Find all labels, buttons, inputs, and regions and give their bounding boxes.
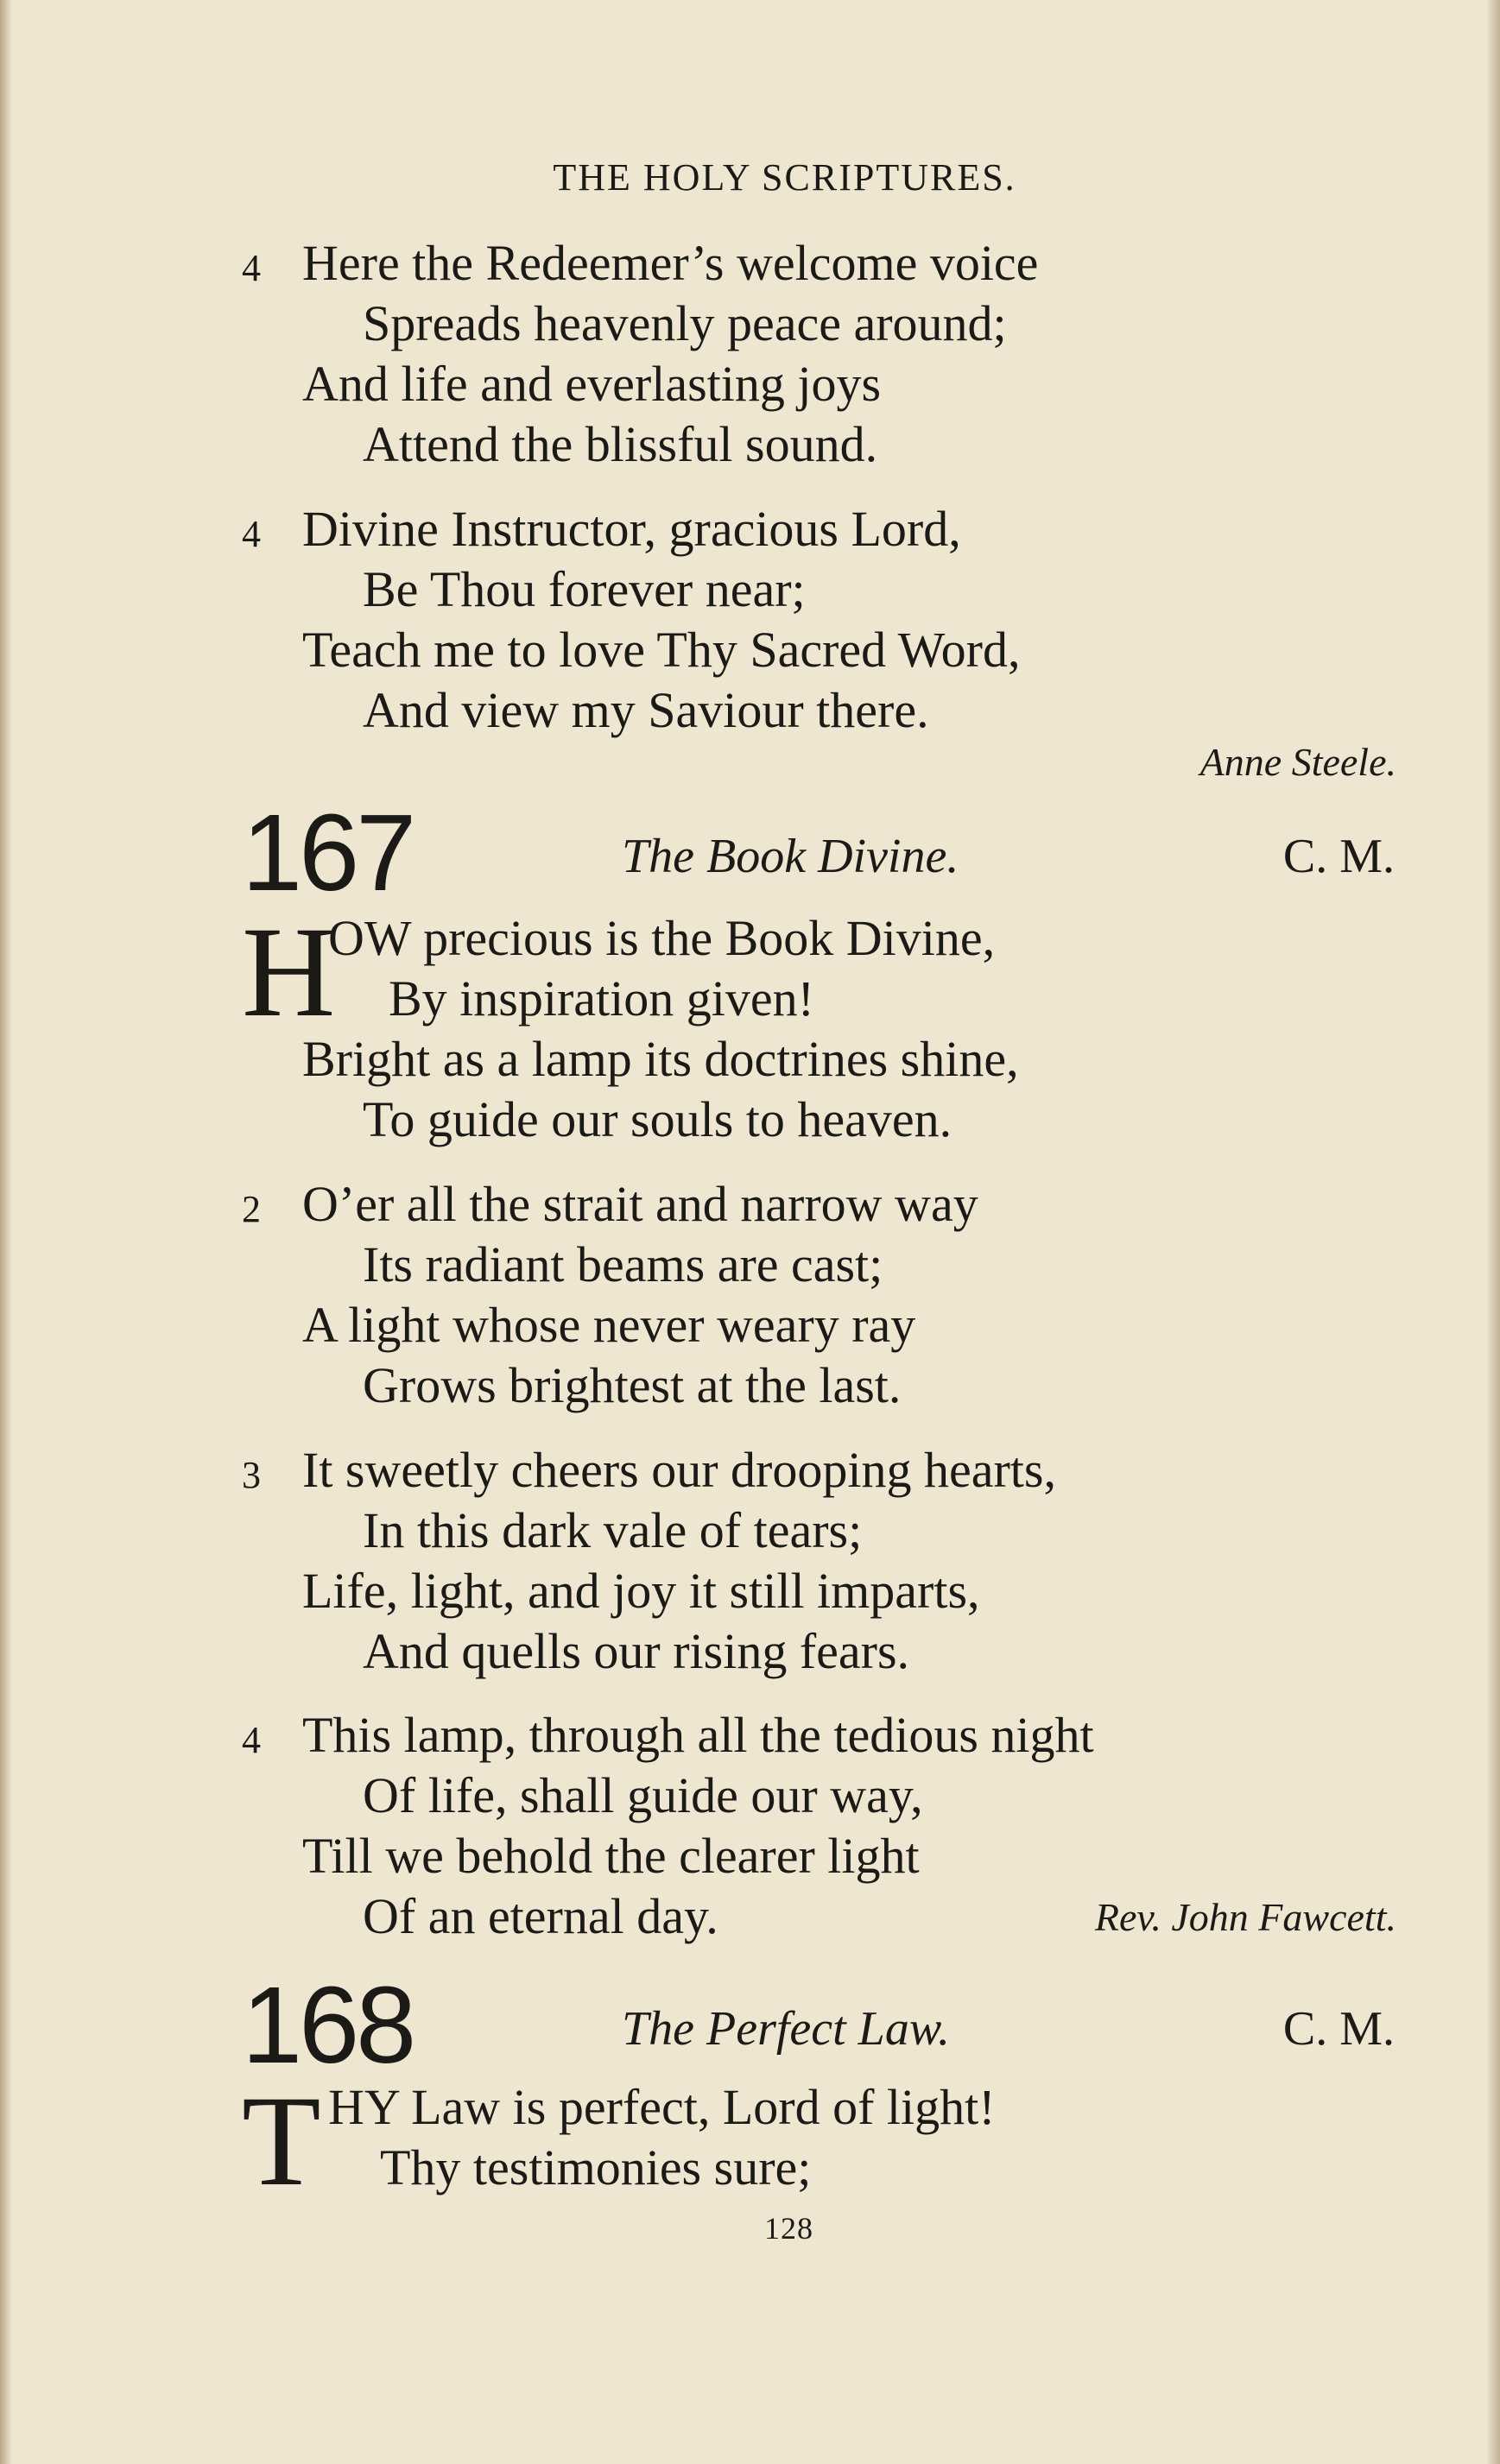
- verse-continued-a: [242, 233, 1408, 475]
- verse-line: Be Thou forever near;: [363, 561, 806, 617]
- hymn-167-verse-2: [242, 1174, 1408, 1416]
- hymn-title: The Perfect Law.: [622, 2002, 951, 2056]
- verse-line: HY Law is perfect, Lord of light!: [328, 2079, 996, 2135]
- page-number: 128: [764, 2211, 813, 2246]
- verse-number: 2: [242, 1188, 261, 1230]
- verse-line: Attend the blissful sound.: [363, 416, 878, 472]
- verse-number: 4: [242, 1719, 261, 1761]
- hymn-meter: C. M.: [1282, 830, 1395, 883]
- verse-number: 4: [242, 247, 261, 289]
- verse-line: OW precious is the Book Divine,: [328, 910, 996, 966]
- verse-line: Of life, shall guide our way,: [363, 1767, 923, 1823]
- hymn-167-verse-3: [242, 1440, 1408, 1682]
- running-head: THE HOLY SCRIPTURES.: [553, 156, 1016, 199]
- verse-line: Its radiant beams are cast;: [363, 1236, 883, 1292]
- hymn-168-verse-1: [242, 2069, 1408, 2213]
- verse-line: In this dark vale of tears;: [363, 1502, 863, 1558]
- drop-cap: H: [242, 900, 336, 1044]
- verse-line: Of an eternal day.: [363, 1888, 718, 1944]
- verse-line: Grows brightest at the last.: [363, 1357, 902, 1413]
- verse-line: Thy testimonies sure;: [380, 2139, 812, 2195]
- hymn-header-168: [242, 1965, 1395, 2086]
- hymn-meter: C. M.: [1282, 2002, 1395, 2056]
- verse-line: 4 Divine Instructor, gracious Lord,: [242, 499, 1408, 559]
- verse-line: And view my Saviour there.: [363, 682, 929, 738]
- verse-line: Teach me to love Thy Sacred Word,: [302, 622, 1021, 678]
- author-attribution: Rev. John Fawcett.: [1094, 1895, 1396, 1939]
- verse-line: 2 O’er all the strait and narrow way: [242, 1174, 1408, 1235]
- verse-line: 4 This lamp, through all the tedious night: [242, 1705, 1408, 1766]
- verse-line: 4 Here the Redeemer’s welcome voice: [242, 233, 1408, 294]
- hymn-header-167: [242, 793, 1395, 913]
- author-attribution: Anne Steele.: [1199, 740, 1396, 784]
- hymn-title: The Book Divine.: [622, 830, 959, 883]
- hymn-167-verse-1: [242, 900, 1408, 1150]
- drop-cap: T: [242, 2069, 321, 2213]
- verse-line: And life and everlasting joys: [302, 356, 882, 412]
- verse-line: By inspiration given!: [389, 970, 814, 1027]
- verse-line: Spreads heavenly peace around;: [363, 295, 1007, 351]
- hymn-number: 167: [242, 792, 414, 913]
- verse-line: And quells our rising fears.: [363, 1623, 910, 1679]
- verse-line: Life, light, and joy it still imparts,: [302, 1563, 980, 1619]
- verse-line: To guide our souls to heaven.: [363, 1091, 953, 1147]
- verse-number: 4: [242, 513, 261, 555]
- verse-line: 3 It sweetly cheers our drooping hearts,: [242, 1440, 1408, 1501]
- verse-number: 3: [242, 1454, 261, 1496]
- verse-line: Till we behold the clearer light: [302, 1828, 920, 1884]
- verse-continued-b: [242, 499, 1408, 741]
- verse-line: A light whose never weary ray: [302, 1297, 916, 1353]
- verse-line: Bright as a lamp its doctrines shine,: [302, 1031, 1019, 1087]
- hymn-number: 168: [242, 1964, 414, 2086]
